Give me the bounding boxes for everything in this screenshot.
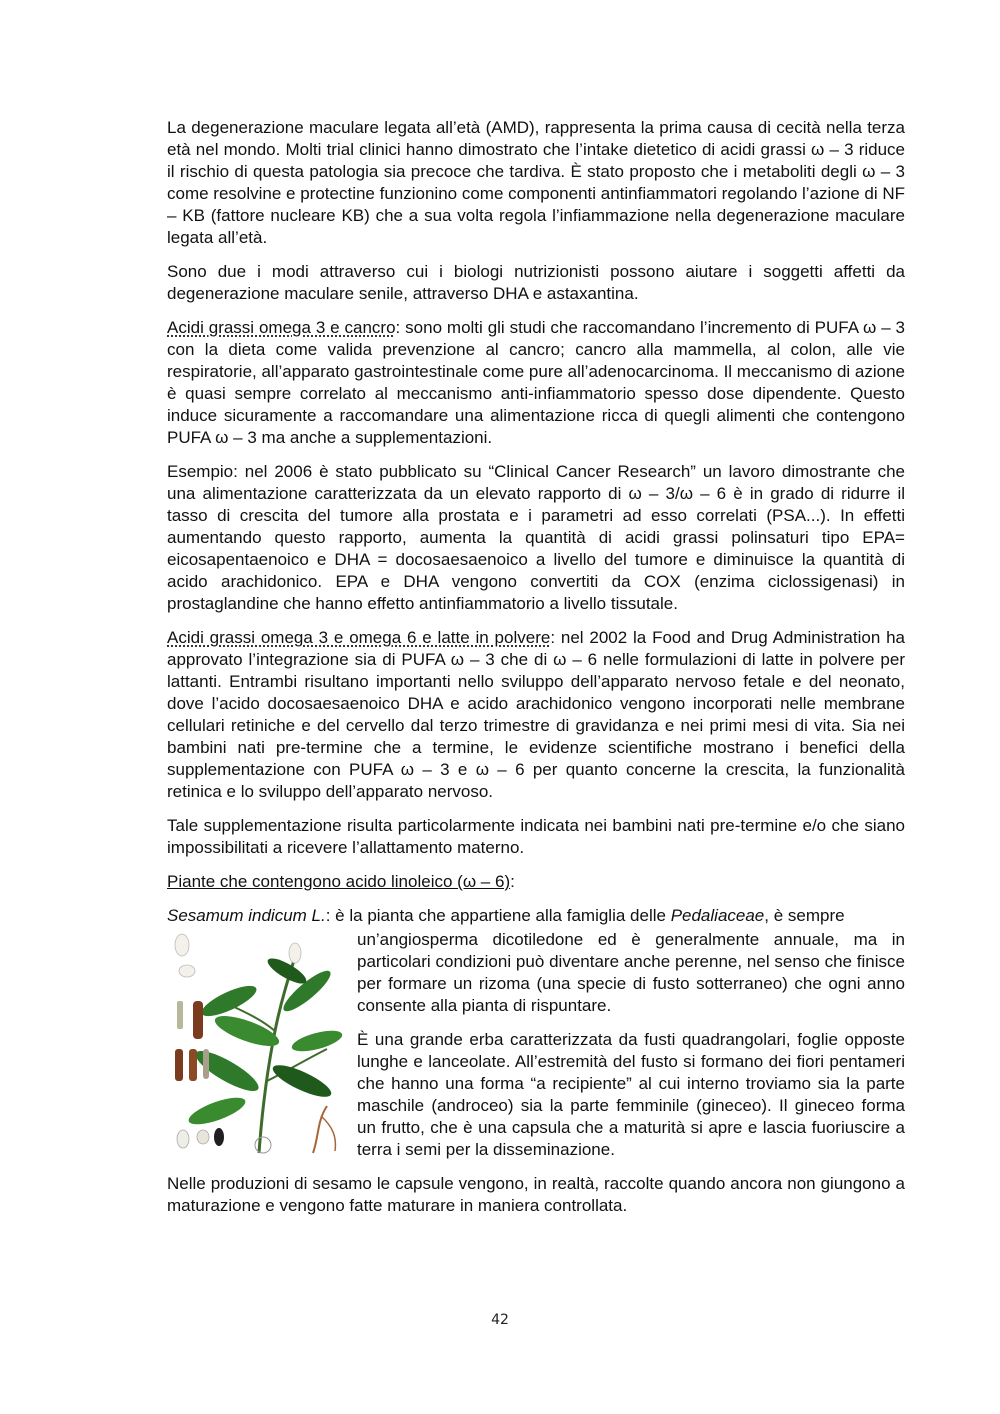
paragraph-esempio: Esempio: nel 2006 è stato pubblicato su “Clinical Cancer Research” un lavoro dimostrante che una alimentazione caratterizzata da un elevato rapporto di ω – 3/ω – 6 è in grado di ridurre il tasso di crescita del tumore alla prostata e i parametri ad esso correlati (PSA...). In effetti aumentando questo rapporto, aumenta la quantità di acidi grassi polinsaturi tipo EPA= eicosapentaenoico e DHA = docosaesaenoico a livello del tumore e diminuisce la quantità di acido arachidonico. EPA e DHA vengono convertiti da COX (enzima ciclossigenasi) in prostaglandine che hanno effetto antinfiammatorio a livello tissutale. xyxy=(167,462,905,613)
paragraph-erba-descrizione: È una grande erba caratterizzata da fusti quadrangolari, foglie opposte lunghe e lanceolate. All’estremità del fusto si formano dei fiori pentameri che hanno una forma “a recipiente” al cui interno troviamo sia la parte maschile (androceo) sia la parte femminile (gineceo). Il gineceo forma un frutto, che è una capsula che a maturità si apre e lascia fuoriuscire a terra i semi per la disseminazione. xyxy=(357,1030,905,1159)
paragraph-piante-heading xyxy=(167,871,905,893)
heading-piante-colon: : xyxy=(510,872,515,891)
family-name: Pedaliaceae xyxy=(670,906,765,925)
plant-description xyxy=(357,929,905,1161)
species-name: Sesamum indicum L. xyxy=(167,906,326,925)
paragraph-omega3-cancro xyxy=(167,317,905,449)
paragraph-dha-astaxantina: Sono due i modi attraverso cui i biologi nutrizionisti possono aiutare i soggetti affetti da degenerazione maculare senile, attraverso DHA e astaxantina. xyxy=(167,262,905,303)
paragraph-produzioni-sesamo: Nelle produzioni di sesamo le capsule vengono, in realtà, raccolte quando ancora non giungono a maturazione e vengono fatte maturare in maniera controllata. xyxy=(167,1174,905,1215)
heading-omega3-cancro: Acidi grassi omega 3 e cancro xyxy=(167,318,396,337)
body-latte-polvere: : nel 2002 la Food and Drug Administration ha approvato l’integrazione sia di PUFA ω – 3 che di ω – 6 nelle formulazioni di latte in polvere per lattanti. Entrambi risultano importanti nello sviluppo dell’apparato nervoso fetale e del neonato, dove l’acido docosaesaenoico DHA e acido arachidonico vengono incorporati nelle membrane cellulari retiniche e del cervello dal terzo trimestre di gravidanza e nei primi mesi di vita. Sia nei bambini nati pre-termine che a termine, le evidenze scientifiche mostrano i benefici della supplementazione con PUFA ω – 3 e ω – 6 per quanto concerne la crescita, la funzionalità retinica e lo sviluppo dell’apparato nervoso. xyxy=(167,628,906,801)
document-page xyxy=(167,117,905,1229)
sesamum-mid: : è la pianta che appartiene alla famiglia delle xyxy=(325,906,671,925)
paragraph-latte-polvere xyxy=(167,627,905,803)
paragraph-amd: La degenerazione maculare legata all’età (AMD), rappresenta la prima causa di cecità nella terza età nel mondo. Molti trial clinici hanno dimostrato che l’intake dietetico di acidi grassi ω – 3 riduce il rischio di questa patologia sia precoce che tardiva. È stato proposto che i metaboliti degli ω – 3 come resolvine e protectine funzionino come componenti antinfiammatori regolando l’azione di NF – KB (fattore nucleare KB) che a sua volta regola l’infiammazione nella degenerazione maculare legata all’età. xyxy=(167,118,906,247)
paragraph-supplementazione: Tale supplementazione risulta particolarmente indicata nei bambini nati pre-termine e/o che siano impossibilitati a ricevere l’allattamento materno. xyxy=(167,816,905,857)
page-number: 42 xyxy=(491,1312,509,1328)
heading-latte-polvere: Acidi grassi omega 3 e omega 6 e latte in polvere xyxy=(167,628,551,647)
heading-piante: Piante che contengono acido linoleico (ω – 6) xyxy=(167,872,511,891)
sesame-plant-illustration xyxy=(167,931,343,1155)
paragraph-sesamum-intro-line: Sesamum indicum L.: è la pianta che appartiene alla famiglia delle Pedaliaceae, è sempre xyxy=(167,906,845,925)
plant-section xyxy=(167,929,905,1161)
body-omega3-cancro: : sono molti gli studi che raccomandano l’incremento di PUFA ω – 3 con la dieta come valida prevenzione al cancro; cancro alla mammella, al colon, alle vie respiratorie, all’apparato gastrointestinale come pure all’adenocarcinoma. Il meccanismo di azione è quasi sempre correlato al meccanismo anti-infiammatorio spesso dose dipendente. Questo induce sicuramente a raccomandare una alimentazione ricca di quegli alimenti che contengono PUFA ω – 3 ma anche a supplementazioni. xyxy=(167,318,905,447)
paragraph-sesamum-rest: un’angiosperma dicotiledone ed è generalmente annuale, ma in particolari condizioni può diventare anche perenne, nel senso che finisce per formare un rizoma (una specie di fusto sotterraneo) che ogni anno consente alla pianta di rispuntare. xyxy=(357,930,905,1015)
